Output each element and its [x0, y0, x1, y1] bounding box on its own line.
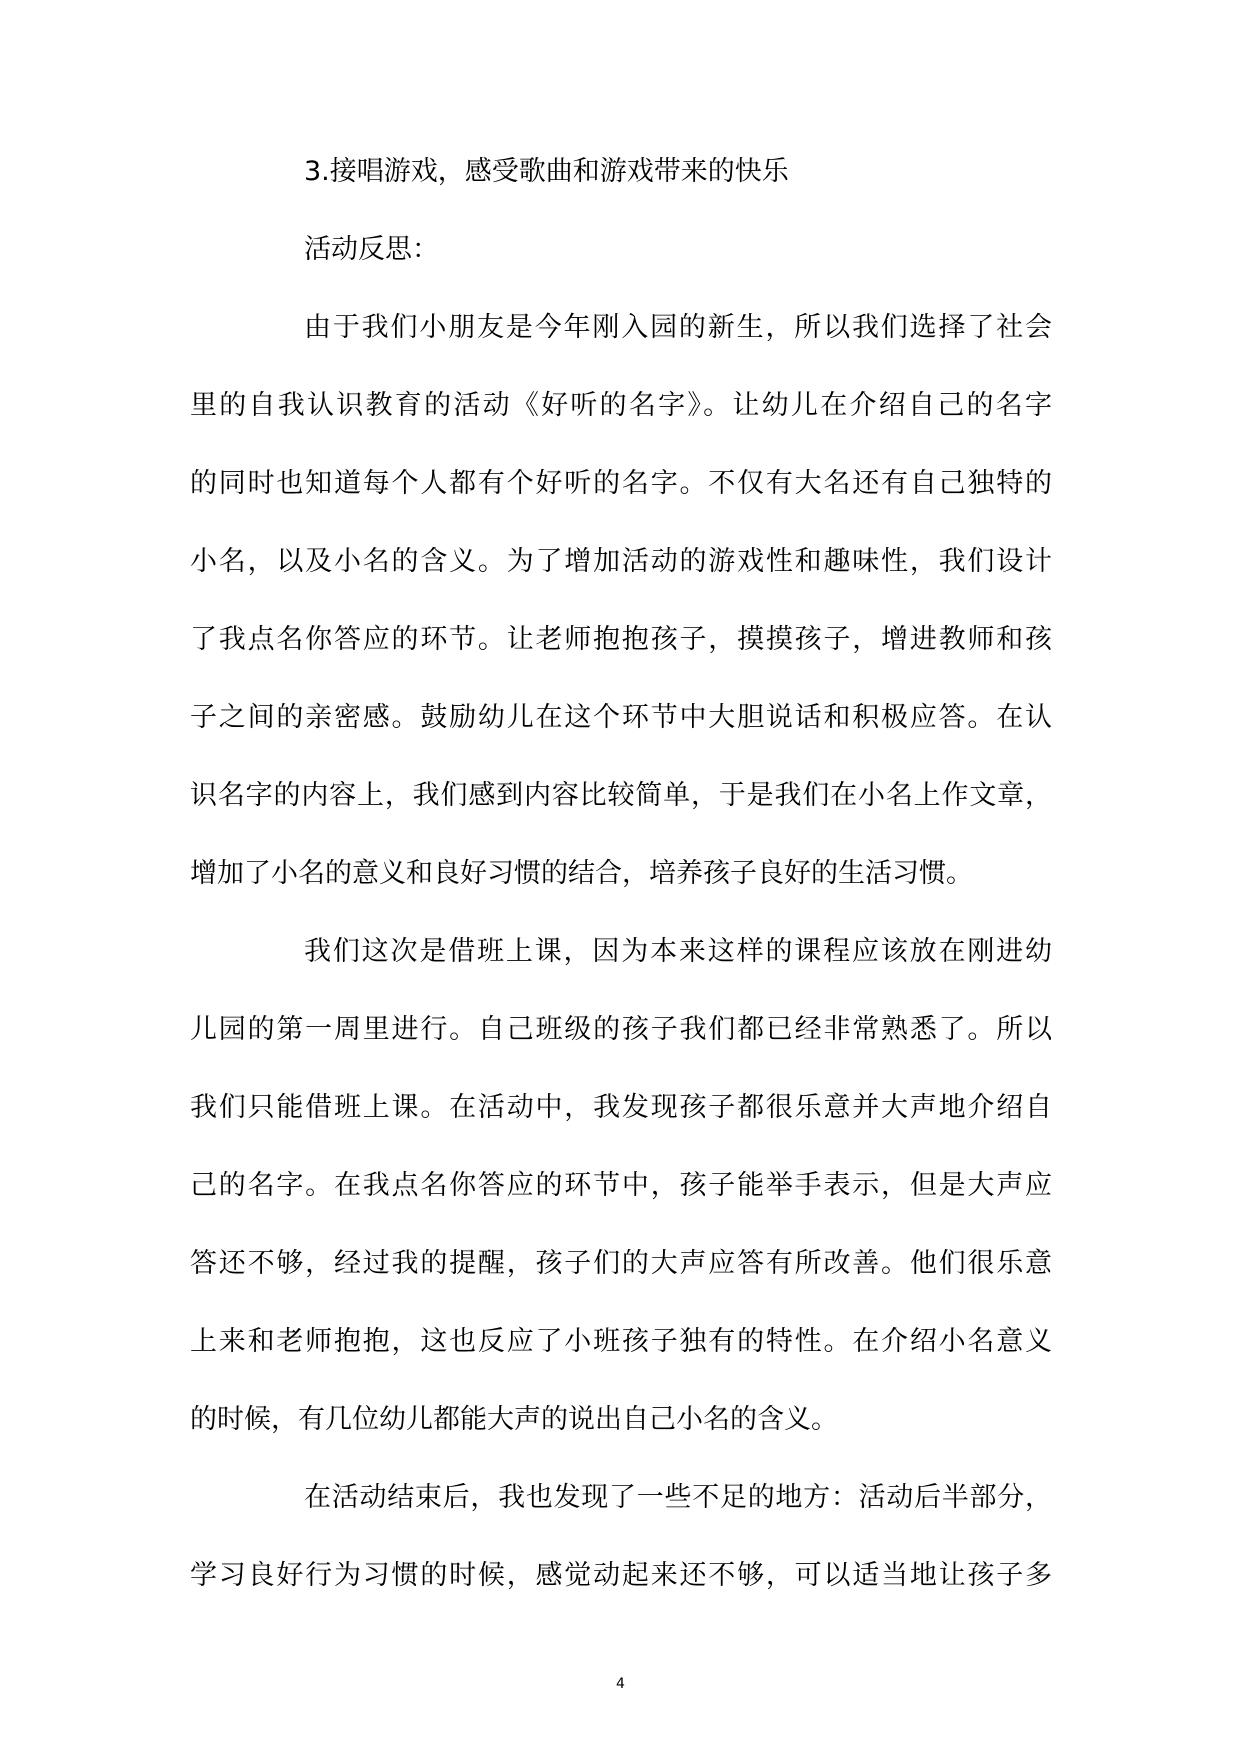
text-line: 里的自我认识教育的活动《好听的名字》。让幼儿在介绍自己的名字	[190, 390, 1052, 421]
text-line: 我们只能借班上课。在活动中，我发现孩子都很乐意并大声地介绍自	[190, 1092, 1052, 1123]
text-line: 在活动结束后，我也发现了一些不足的地方：活动后半部分，	[304, 1482, 1052, 1513]
text-line: 了我点名你答应的环节。让老师抱抱孩子，摸摸孩子，增进教师和孩	[190, 624, 1052, 655]
text-line: 由于我们小朋友是今年刚入园的新生，所以我们选择了社会	[304, 312, 1052, 343]
text-line: 增加了小名的意义和良好习惯的结合，培养孩子良好的生活习惯。	[190, 858, 973, 889]
text-line: 我们这次是借班上课，因为本来这样的课程应该放在刚进幼	[304, 936, 1052, 967]
text-line: 学习良好行为习惯的时候，感觉动起来还不够，可以适当地让孩子多	[190, 1560, 1052, 1591]
text-line: 儿园的第一周里进行。自己班级的孩子我们都已经非常熟悉了。所以	[190, 1014, 1052, 1045]
text-line: 子之间的亲密感。鼓励幼儿在这个环节中大胆说话和积极应答。在认	[190, 702, 1052, 733]
text-line: 的时候，有几位幼儿都能大声的说出自己小名的含义。	[190, 1404, 838, 1435]
text-line: 识名字的内容上，我们感到内容比较简单，于是我们在小名上作文章，	[190, 780, 1052, 811]
text-line: 的同时也知道每个人都有个好听的名字。不仅有大名还有自己独特的	[190, 468, 1052, 499]
text-line-reflection-heading: 活动反思：	[304, 234, 439, 265]
text-line: 答还不够，经过我的提醒，孩子们的大声应答有所改善。他们很乐意	[190, 1248, 1052, 1279]
text-line: 己的名字。在我点名你答应的环节中，孩子能举手表示，但是大声应	[190, 1170, 1052, 1201]
text-line: 上来和老师抱抱，这也反应了小班孩子独有的特性。在介绍小名意义	[190, 1326, 1052, 1357]
text-line-activity-step-3: 3.接唱游戏，感受歌曲和游戏带来的快乐	[304, 156, 789, 187]
page-number: 4	[616, 1676, 625, 1692]
text-line: 小名，以及小名的含义。为了增加活动的游戏性和趣味性，我们设计	[190, 546, 1052, 577]
